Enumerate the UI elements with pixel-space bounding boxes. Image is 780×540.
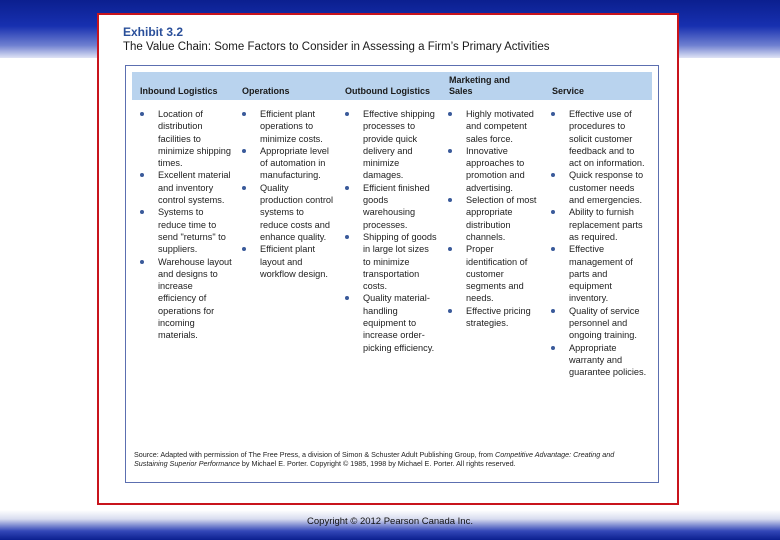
bullet-item [140, 169, 232, 206]
bullet-item [242, 145, 334, 182]
exhibit-frame [97, 13, 679, 505]
source-note [134, 450, 640, 469]
bullet-item [140, 256, 232, 342]
value-chain-table [125, 65, 659, 483]
bullet-icon [345, 235, 349, 239]
bullet-item [551, 243, 649, 304]
bullet-icon [242, 186, 246, 190]
bullet-icon [448, 247, 452, 251]
bullet-icon [551, 210, 555, 214]
bullet-text: Effective management of parts and equipment inventory. [569, 244, 633, 304]
bullet-item [551, 206, 649, 243]
bullet-icon [140, 210, 144, 214]
bullet-text: Effective pricing strategies. [466, 305, 531, 329]
bullet-text: Ability to furnish replacement parts as required. [569, 207, 643, 242]
bullet-icon [551, 309, 555, 313]
bullet-icon [551, 112, 555, 116]
column-service [551, 108, 649, 379]
source-prefix: Source: Adapted with permission of The Free Press, a division of Simon & Schuster Adult Publishing Group, from [134, 450, 496, 459]
bullet-icon [140, 112, 144, 116]
bullet-text: Innovative approaches to promotion and advertising. [466, 145, 525, 193]
bullet-item [448, 243, 542, 304]
bullet-icon [448, 309, 452, 313]
bullet-icon [242, 149, 246, 153]
header-outbound-logistics: Outbound Logistics [345, 86, 430, 96]
bullet-item [551, 108, 649, 169]
column-inbound-logistics [140, 108, 232, 342]
bullet-item [448, 305, 542, 330]
bullet-text: Quality production control systems to reduce costs and enhance quality. [260, 182, 334, 242]
bullet-text: Appropriate level of automation in manufacturing. [260, 145, 329, 181]
bullet-text: Effective use of procedures to solicit customer feedback and to act on information. [569, 109, 645, 169]
bullet-text: Proper identification of customer segments and needs. [466, 244, 528, 304]
bullet-icon [551, 346, 555, 350]
bullet-item [448, 108, 542, 145]
bullet-item [345, 108, 439, 182]
bullet-text: Quality material-handling equipment to increase order-picking efficiency. [363, 293, 435, 353]
bullet-item [242, 182, 334, 243]
bullet-text: Warehouse layout and designs to increase efficiency of operations for incoming materials. [158, 256, 232, 341]
bullet-item [140, 206, 232, 255]
bullet-icon [345, 296, 349, 300]
bullet-icon [140, 260, 144, 264]
exhibit-title: The Value Chain: Some Factors to Consider in Assessing a Firm’s Primary Activities [123, 41, 550, 53]
bullet-item [551, 305, 649, 342]
bullet-item [242, 243, 334, 280]
header-operations: Operations [242, 86, 290, 96]
bullet-icon [551, 247, 555, 251]
bullet-text: Appropriate warranty and guarantee policies. [569, 342, 647, 378]
bullet-item [345, 292, 439, 353]
exhibit-label: Exhibit 3.2 [123, 25, 184, 39]
column-operations [242, 108, 334, 280]
bullet-text: Efficient finished goods warehousing processes. [363, 182, 430, 230]
header-service: Service [552, 86, 585, 96]
bullet-text: Location of distribution facilities to minimize shipping times. [158, 109, 232, 169]
bullet-item [345, 182, 439, 231]
bullet-item [140, 108, 232, 169]
bullet-text: Excellent material and inventory control systems. [158, 170, 231, 206]
bullet-icon [345, 186, 349, 190]
bullet-text: Selection of most appropriate distribution channels. [466, 195, 537, 242]
bullet-icon [345, 112, 349, 116]
bullet-icon [551, 173, 555, 177]
bullet-item [448, 194, 542, 243]
bullet-text: Quick response to customer needs and emergencies. [569, 170, 644, 206]
header-marketing-and-sales: Marketing and Sales [449, 75, 511, 96]
bullet-icon [448, 112, 452, 116]
bullet-item [551, 342, 649, 379]
bullet-text: Efficient plant layout and workflow design. [260, 244, 328, 279]
column-outbound-logistics [345, 108, 439, 354]
source-suffix: by Michael E. Porter. Copyright © 1985, 1998 by Michael E. Porter. All rights reserved. [239, 459, 516, 469]
copyright-footer: Copyright © 2012 Pearson Canada Inc. [307, 516, 473, 527]
bullet-icon [448, 149, 452, 153]
bullet-item [551, 169, 649, 206]
bullet-icon [242, 112, 246, 116]
bullet-text: Quality of service personnel and ongoing training. [569, 305, 640, 341]
column-marketing-and-sales [448, 108, 542, 329]
bullet-icon [448, 198, 452, 202]
table-header-row [132, 72, 652, 100]
bullet-text: Efficient plant operations to minimize costs. [260, 109, 323, 144]
source-book-title: Competitive Advantage: Creating and Sustaining Superior Performance [134, 450, 615, 469]
bullet-item [242, 108, 334, 145]
header-inbound-logistics: Inbound Logistics [140, 86, 218, 96]
bullet-text: Effective shipping processes to provide quick delivery and minimize damages. [363, 109, 435, 181]
bullet-text: Highly motivated and competent sales force. [466, 109, 534, 144]
bullet-icon [140, 173, 144, 177]
bullet-item [345, 231, 439, 292]
bullet-item [448, 145, 542, 194]
bullet-text: Systems to reduce time to send "returns" to suppliers. [158, 207, 226, 255]
bullet-icon [242, 247, 246, 251]
bullet-text: Shipping of goods in large lot sizes to minimize transportation costs. [363, 231, 437, 292]
